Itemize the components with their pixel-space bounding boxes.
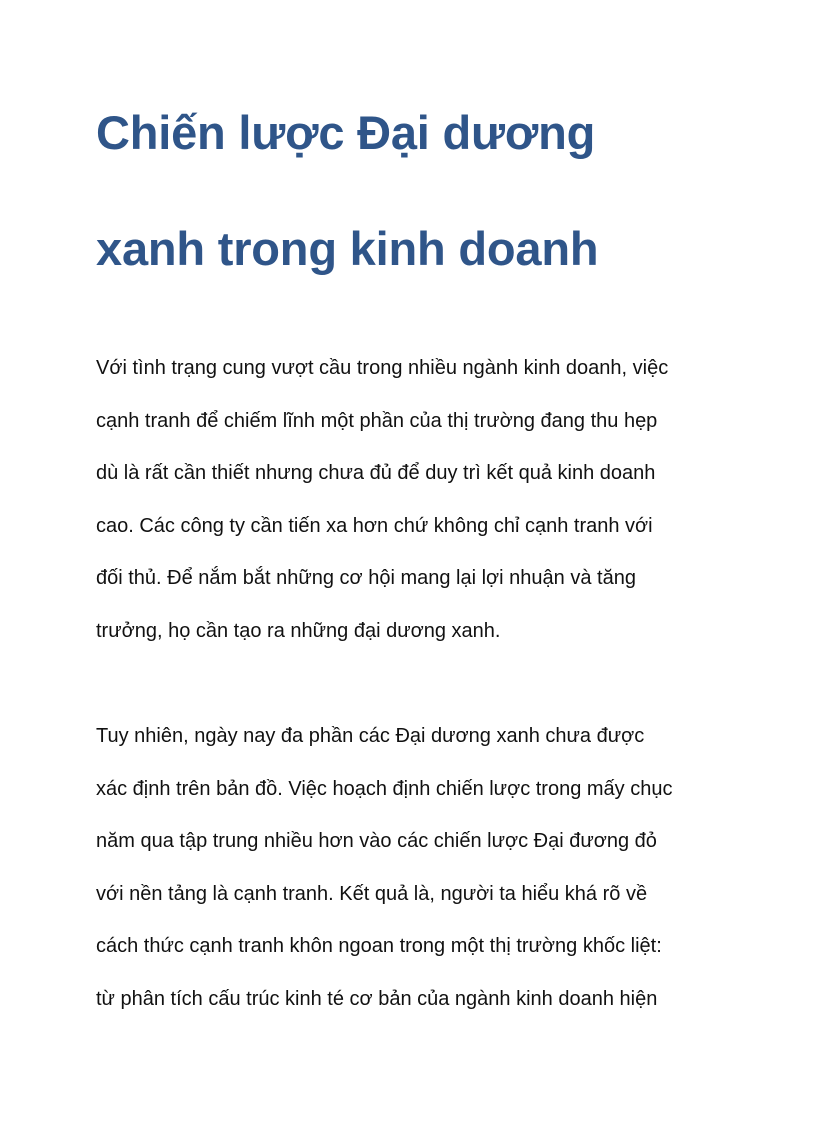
page-title (96, 80, 736, 312)
paragraph-line: cạnh tranh để chiếm lĩnh một phần của thị trường đang thu hẹp (96, 409, 658, 432)
body-paragraph (96, 342, 736, 657)
paragraph-line: năm qua tập trung nhiều hơn vào các chiến lược Đại đương đỏ (96, 830, 657, 852)
paragraph-line: trưởng, họ cần tạo ra những đại dương xanh. (96, 619, 501, 642)
page-title-line: Chiến lược Đại dương (96, 106, 596, 159)
paragraph-line: cách thức cạnh tranh khôn ngoan trong một thị trường khốc liệt: (96, 935, 662, 957)
body-paragraph (96, 710, 736, 1025)
paragraph-line: Tuy nhiên, ngày nay đa phần các Đại dương xanh chưa được (96, 725, 645, 747)
paragraph-line: xác định trên bản đồ. Việc hoạch định chiến lược trong mấy chục (96, 777, 673, 800)
paragraph-line: cao. Các công ty cần tiến xa hơn chứ không chỉ cạnh tranh với (96, 514, 653, 537)
paragraph-line: đối thủ. Để nắm bắt những cơ hội mang lại lợi nhuận và tăng (96, 567, 636, 589)
page-title-line: xanh trong kinh doanh (96, 222, 599, 275)
paragraph-line: từ phân tích cấu trúc kinh té cơ bản của ngành kinh doanh hiện (96, 987, 658, 1010)
paragraph-line: dù là rất cần thiết nhưng chưa đủ để duy trì kết quả kinh doanh (96, 462, 656, 484)
paragraph-line: Với tình trạng cung vượt cầu trong nhiều ngành kinh doanh, việc (96, 357, 669, 379)
paragraph-line: với nền tảng là cạnh tranh. Kết quả là, người ta hiểu khá rõ về (96, 882, 648, 905)
